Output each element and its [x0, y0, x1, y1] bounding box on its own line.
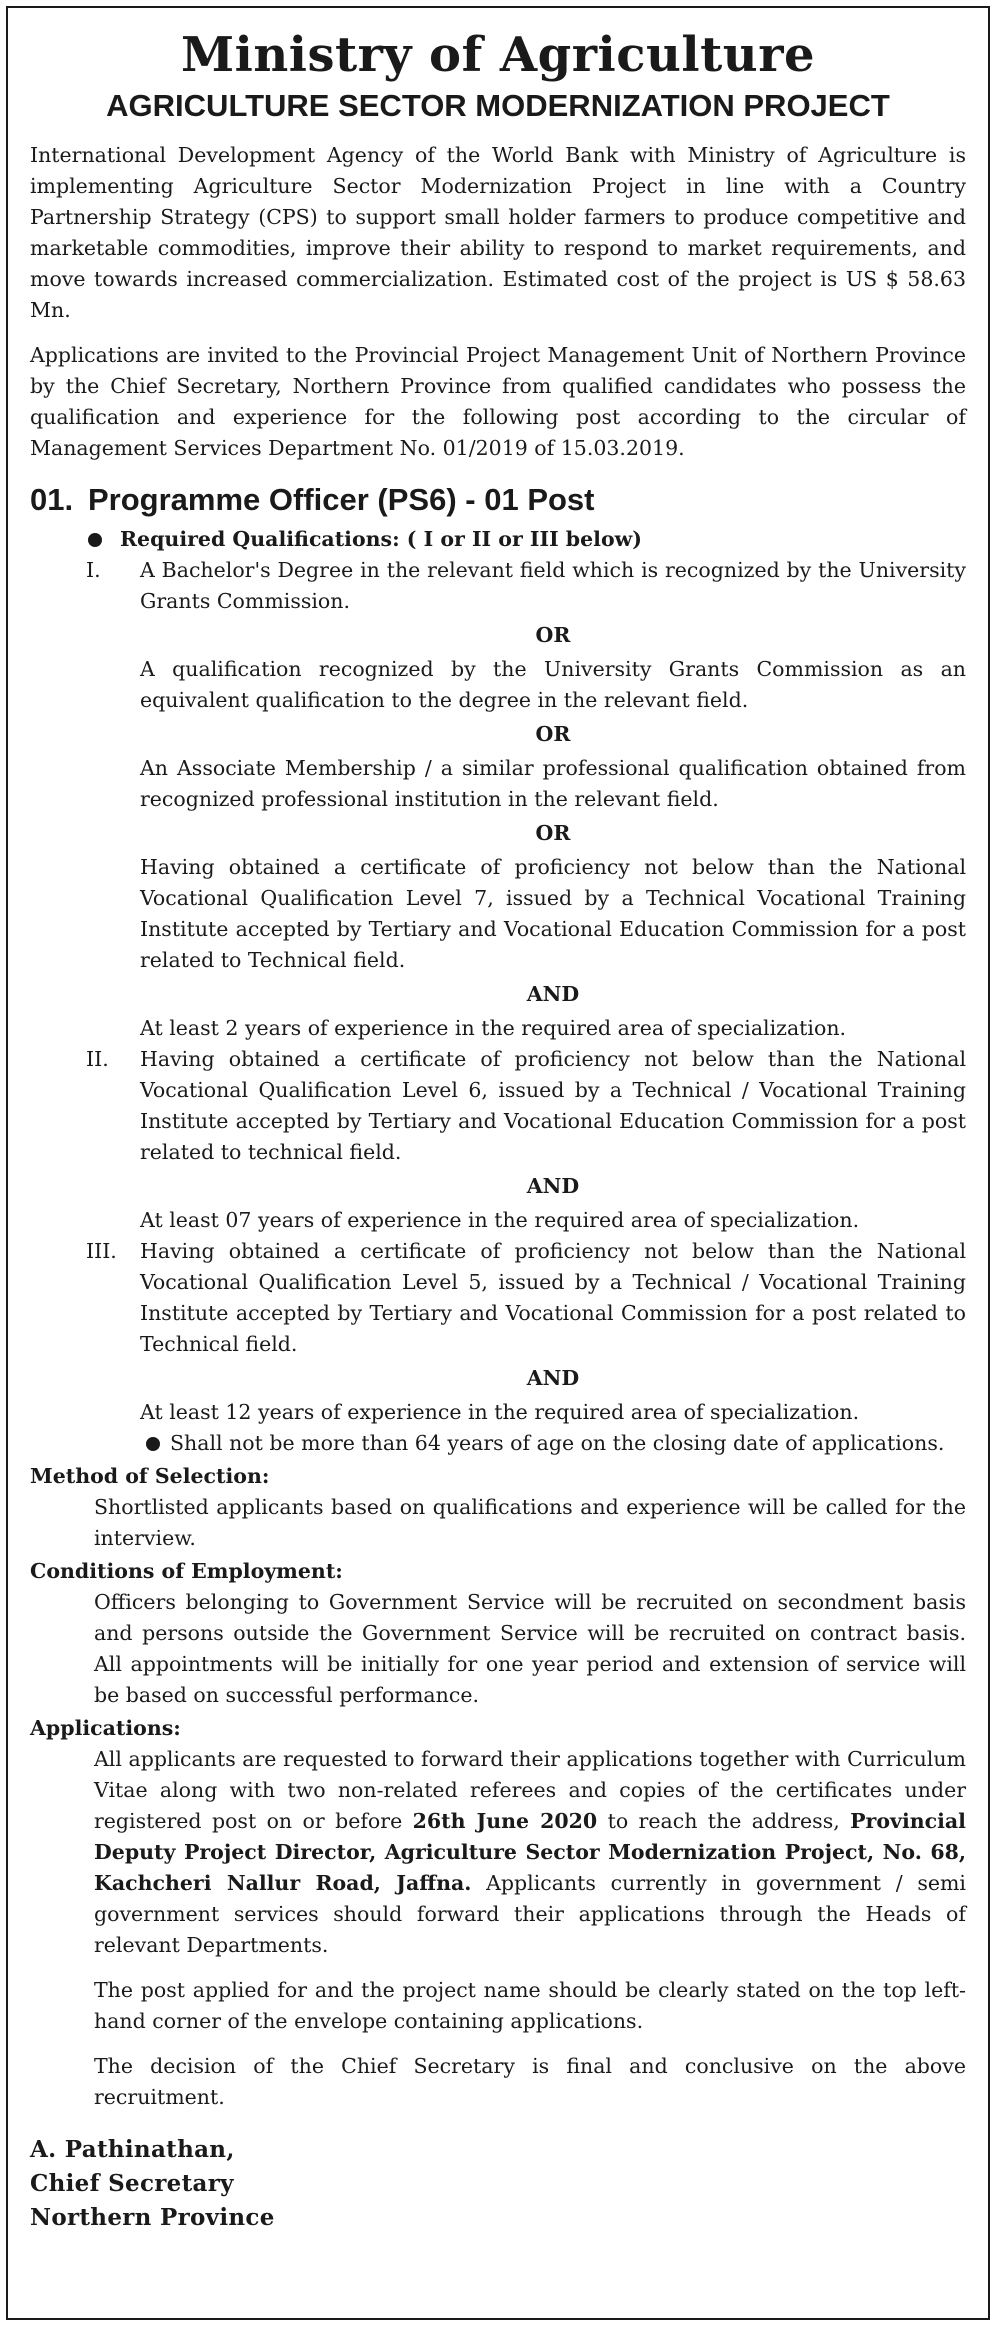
- applications-text: Applicants currently in government / semi government services should forward their applications through the Heads of relevant Departments.: [94, 1871, 966, 1957]
- and-connector: AND: [526, 982, 580, 1006]
- selection-heading: Method of Selection:: [30, 1464, 270, 1488]
- applications-paragraph-3: The decision of the Chief Secretary is final and conclusive on the above recruitment.: [94, 2054, 966, 2109]
- applications-paragraph-2: The post applied for and the project name should be clearly stated on the top left-hand corner of the envelope containing applications.: [94, 1978, 966, 2033]
- applications-text: to reach the address,: [597, 1809, 851, 1833]
- bullet-icon: [30, 524, 120, 555]
- intro-paragraph-2: Applications are invited to the Provincial Project Management Unit of Northern Province by the Chief Secretary, Northern Province from qualified candidates who possess the qualification and experience for the following post according to the circular of Management Services Department No. 01/2019 of 15.03.2019.: [30, 343, 966, 460]
- qualification-2: [30, 1044, 966, 1168]
- signatory-role: Chief Secretary: [30, 2170, 234, 2197]
- post-name: Programme Officer (PS6) - 01 Post: [88, 482, 595, 517]
- qualification-3-number: III.: [86, 1239, 117, 1263]
- qualification-2-number: II.: [86, 1047, 109, 1071]
- age-limit-row: [30, 1428, 966, 1459]
- conditions-heading: Conditions of Employment:: [30, 1559, 343, 1583]
- post-number: 01.: [30, 482, 74, 517]
- selection-body: Shortlisted applicants based on qualifications and experience will be called for the interview.: [94, 1495, 966, 1550]
- signature-block: [30, 2133, 966, 2235]
- qualification-1-nvq7: Having obtained a certificate of proficiency not below than the National Vocational Qualification Level 7, issued by a Technical Vocational Training Institute accepted by Tertiary and Vocational Education Commission for a post related to Technical field.: [140, 855, 966, 972]
- qualification-1: [30, 555, 966, 617]
- age-limit-text: Shall not be more than 64 years of age on the closing date of applications.: [170, 1431, 945, 1455]
- applications-text: All applicants are requested to forward their applications together with Curriculum Vitae along with two non-related referees and copies of the certificates under registered post on or before: [94, 1747, 966, 1833]
- qualification-1-number: I.: [86, 558, 101, 582]
- required-qualifications-label: Required Qualifications:: [120, 527, 400, 551]
- post-title: [30, 478, 966, 522]
- advertisement-page: [6, 6, 990, 2320]
- closing-date: 26th June 2020: [412, 1809, 598, 1833]
- qualification-1-membership: An Associate Membership / a similar professional qualification obtained from recognized professional institution in the relevant field.: [140, 756, 966, 811]
- conditions-body: Officers belonging to Government Service will be recruited on secondment basis and persons outside the Government Service will be recruited on contract basis. All appointments will be initially for one year period and extension of service will be based on successful performance.: [94, 1590, 966, 1707]
- postal-address: Provincial Deputy Project Director, Agriculture Sector Modernization Project, No. 68, Kachcheri Nallur Road, Jaffna.: [94, 1809, 966, 1895]
- qualification-2-nvq6: Having obtained a certificate of proficiency not below than the National Vocational Qualification Level 6, issued by a Technical / Vocational Training Institute accepted by Tertiary and Vocational Education Commission for a post related to technical field.: [140, 1047, 966, 1164]
- and-connector: AND: [526, 1366, 580, 1390]
- qualification-3-experience: At least 12 years of experience in the required area of specialization.: [140, 1400, 860, 1424]
- qualification-1-experience: At least 2 years of experience in the required area of specialization.: [140, 1016, 847, 1040]
- qualification-3-nvq5: Having obtained a certificate of proficiency not below than the National Vocational Qualification Level 5, issued by a Technical / Vocational Training Institute accepted by Tertiary and Vocational Commission for a post related to Technical field.: [140, 1239, 966, 1356]
- ministry-title: Ministry of Agriculture: [180, 27, 816, 83]
- bullet-icon: [30, 1428, 170, 1459]
- or-connector: OR: [535, 821, 571, 845]
- or-connector: OR: [535, 623, 571, 647]
- qualification-1-degree: A Bachelor's Degree in the relevant field which is recognized by the University Grants Commission.: [140, 558, 966, 613]
- signatory-office: Northern Province: [30, 2204, 275, 2231]
- required-qualifications-row: [30, 524, 966, 555]
- intro-paragraph-1: International Development Agency of the World Bank with Ministry of Agriculture is implementing Agriculture Sector Modernization Project in line with a Country Partnership Strategy (CPS) to support small holder farmers to produce competitive and marketable commodities, improve their ability to respond to market requirements, and move towards increased commercialization. Estimated cost of the project is US $ 58.63 Mn.: [30, 143, 966, 322]
- and-connector: AND: [526, 1174, 580, 1198]
- project-subtitle: AGRICULTURE SECTOR MODERNIZATION PROJECT: [106, 88, 890, 123]
- required-qualifications-note: ( I or II or III below): [399, 527, 642, 551]
- qualification-3: [30, 1236, 966, 1360]
- qualification-1-equivalent: A qualification recognized by the University Grants Commission as an equivalent qualification to the degree in the relevant field.: [140, 657, 966, 712]
- qualification-2-experience: At least 07 years of experience in the required area of specialization.: [140, 1208, 860, 1232]
- signatory-name: A. Pathinathan,: [30, 2136, 235, 2163]
- applications-paragraph-1: [30, 1744, 966, 1961]
- or-connector: OR: [535, 722, 571, 746]
- applications-heading: Applications:: [30, 1716, 181, 1740]
